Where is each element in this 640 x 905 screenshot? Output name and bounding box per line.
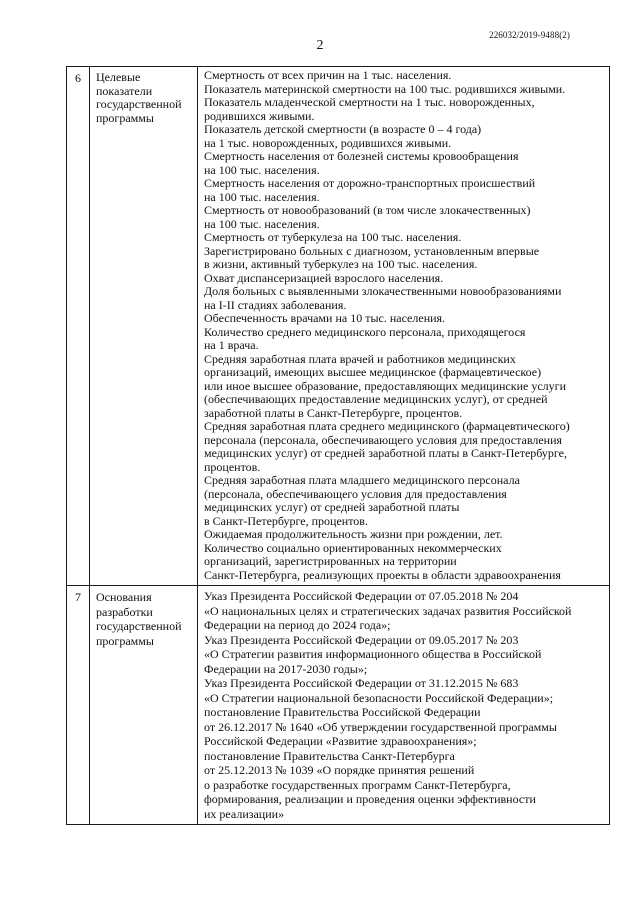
content-line: о разработке государственных программ Санкт-Петербурга, — [204, 777, 511, 792]
content-line: Смертность от всех причин на 1 тыс. населения. — [204, 69, 452, 82]
content-line: процентов. — [204, 460, 261, 474]
content-line: Российской Федерации «Развитие здравоохранения»; — [204, 734, 477, 748]
content-line: «О национальных целях и стратегических задачах развития Российской — [204, 603, 572, 618]
content-line: (персонала, обеспечивающего условия для предоставления — [204, 487, 507, 501]
content-line: на I-II стадиях заболевания. — [204, 298, 347, 312]
content-line: или иное высшее образование, предоставляющих медицинские услуги — [204, 379, 566, 393]
table-row-legal-basis — [67, 586, 610, 825]
content-line: Показатель детской смертности (в возрасте 0 – 4 года) — [204, 123, 482, 136]
content-line: на 100 тыс. населения. — [204, 217, 320, 231]
content-line: организаций, зарегистрированных на территории — [204, 555, 457, 568]
document-registration-number: 226032/2019-9488(2) — [489, 30, 570, 40]
content-line: Ожидаемая продолжительность жизни при рождении, лет. — [204, 528, 503, 541]
content-line: «О Стратегии национальной безопасности Российской Федерации»; — [204, 690, 554, 705]
content-line: заработной платы в Санкт-Петербурге, процентов. — [204, 406, 463, 420]
row-content — [198, 67, 610, 586]
content-line: на 1 тыс. новорожденных, родившихся живыми. — [204, 136, 452, 150]
content-line: Доля больных с выявленными злокачественными новообразованиями — [204, 285, 562, 298]
row-number: 7 — [67, 586, 90, 825]
content-line: их реализации» — [204, 806, 285, 821]
content-line: родившихся живыми. — [204, 109, 315, 123]
page-number: 2 — [316, 38, 324, 53]
content-line: Смертность населения от болезней системы кровообращения — [204, 150, 519, 163]
content-line: Средняя заработная плата врачей и работников медицинских — [204, 352, 516, 366]
content-line: Указ Президента Российской Федерации от 09.05.2017 № 203 — [204, 632, 519, 647]
content-line: медицинских услуг) от средней заработной платы в Санкт-Петербурге, — [204, 447, 568, 460]
program-passport-table — [66, 66, 610, 825]
row-number: 6 — [67, 67, 90, 586]
content-line: (обеспечивающих предоставление медицинских услуг), от средней — [204, 393, 548, 406]
content-line: от 26.12.2017 № 1640 «Об утверждении государственной программы — [204, 719, 557, 734]
row-heading-line: программы — [96, 111, 154, 125]
content-line: формирования, реализации и проведения оценки эффективности — [204, 792, 536, 806]
content-line: на 1 врача. — [204, 339, 259, 352]
content-line: Смертность от новообразований (в том числе злокачественных) — [204, 204, 531, 217]
row-heading-line: государственной — [96, 98, 182, 111]
row-content — [198, 586, 610, 825]
content-line: постановление Правительства Санкт-Петербурга — [204, 748, 455, 763]
content-line: в Санкт-Петербурге, процентов. — [204, 514, 368, 528]
content-line: Смертность населения от дорожно-транспортных происшествий — [204, 177, 536, 190]
content-line: Средняя заработная плата младшего медицинского персонала — [204, 474, 520, 487]
content-line: Показатель младенческой смертности на 1 тыс. новорожденных, — [204, 96, 535, 109]
row-heading-line: государственной — [96, 619, 182, 633]
content-line: на 100 тыс. населения. — [204, 163, 320, 177]
content-line: Средняя заработная плата среднего медицинского (фармацевтического) — [204, 420, 570, 433]
content-line: Указ Президента Российской Федерации от 07.05.2018 № 204 — [204, 589, 519, 603]
content-line: персонала (персонала, обеспечивающего условия для предоставления — [204, 433, 563, 447]
content-line: Количество социально ориентированных некоммерческих — [204, 541, 502, 555]
content-line: Федерации на 2017-2030 годы»; — [204, 661, 368, 676]
row-heading-line: программы — [96, 633, 154, 648]
content-line: в жизни, активный туберкулез на 100 тыс. населения. — [204, 258, 478, 271]
content-line: постановление Правительства Российской Федерации — [204, 705, 481, 719]
content-line: Смертность от туберкулеза на 100 тыс. населения. — [204, 231, 462, 244]
row-heading — [90, 67, 198, 586]
content-line: «О Стратегии развития информационного общества в Российской — [204, 647, 542, 661]
content-line: Обеспеченность врачами на 10 тыс. населения. — [204, 312, 446, 325]
content-line: Санкт-Петербурга, реализующих проекты в области здравоохранения — [204, 568, 561, 582]
row-heading-line: Основания — [96, 590, 152, 604]
content-line: Зарегистрировано больных с диагнозом, установленным впервые — [204, 244, 540, 258]
content-line: организаций, имеющих высшее медицинское (фармацевтическое) — [204, 366, 542, 379]
content-line: Указ Президента Российской Федерации от 31.12.2015 № 683 — [204, 676, 519, 690]
row-heading-line: Целевые — [96, 71, 141, 84]
content-line: Показатель материнской смертности на 100 тыс. родившихся живыми. — [204, 82, 566, 96]
content-line: Количество среднего медицинского персонала, приходящегося — [204, 325, 526, 339]
content-line: медицинских услуг) от средней заработной платы — [204, 501, 460, 514]
content-line: Охват диспансеризацией взрослого населения. — [204, 271, 444, 285]
content-line: на 100 тыс. населения. — [204, 190, 320, 204]
content-line: от 25.12.2013 № 1039 «О порядке принятия решений — [204, 763, 475, 777]
row-heading — [90, 586, 198, 825]
table-row-target-indicators — [67, 67, 610, 586]
content-line: Федерации на период до 2024 года»; — [204, 618, 391, 632]
row-heading-line: показатели — [96, 84, 153, 98]
row-heading-line: разработки — [96, 604, 153, 619]
